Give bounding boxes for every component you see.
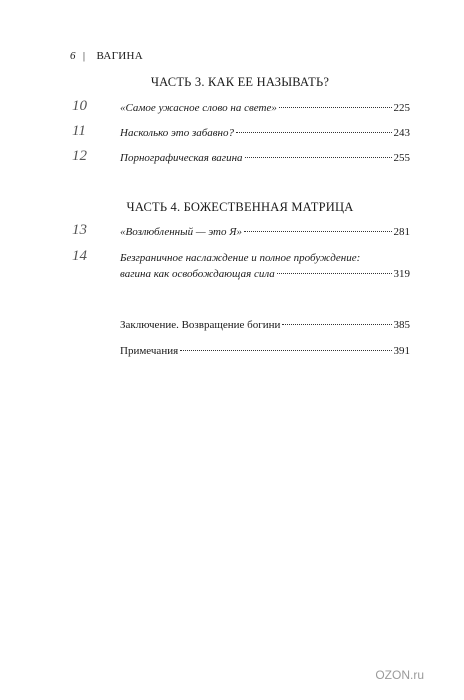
chapter-page: 243	[393, 127, 410, 139]
chapter-title-line-1: Безграничное наслаждение и полное пробуждение:	[120, 252, 361, 264]
section-page: 385	[393, 319, 410, 331]
chapter-title-line-2: вагина как освобождающая сила	[120, 268, 275, 280]
ozon-watermark: OZON.ru	[375, 668, 424, 682]
chapter-title: «Возлюбленный — это Я»	[120, 226, 242, 238]
chapter-title: Насколько это забавно?	[120, 127, 235, 139]
running-head-separator: |	[82, 50, 86, 62]
running-head-title: ВАГИНА	[96, 50, 144, 62]
leader-dots	[277, 273, 392, 274]
part-4-title: ЧАСТЬ 4. БОЖЕСТВЕННАЯ МАТРИЦА	[126, 200, 354, 214]
leader-dots	[180, 350, 391, 351]
chapter-page: 281	[393, 226, 410, 238]
chapter-page: 225	[393, 102, 410, 114]
chapter-number: 14	[72, 248, 87, 264]
chapter-number: 13	[72, 222, 87, 238]
leader-dots	[282, 324, 391, 325]
running-head	[70, 50, 143, 62]
chapter-page: 255	[393, 152, 410, 164]
leader-dots	[245, 157, 392, 158]
chapter-number: 10	[72, 98, 87, 114]
part-3-title: ЧАСТЬ 3. КАК ЕЕ НАЗЫВАТЬ?	[150, 75, 330, 89]
leader-dots	[244, 231, 392, 232]
section-title: Примечания	[120, 345, 179, 357]
leader-dots	[236, 132, 391, 133]
section-title: Заключение. Возвращение богини	[120, 319, 281, 331]
chapter-title: «Самое ужасное слово на свете»	[120, 102, 277, 114]
chapter-page: 319	[393, 268, 410, 280]
chapter-number: 12	[72, 148, 87, 164]
section-page: 391	[393, 345, 410, 357]
leader-dots	[279, 107, 392, 108]
chapter-title: Порнографическая вагина	[120, 152, 243, 164]
chapter-number: 11	[72, 123, 86, 139]
page-number: 6	[70, 50, 76, 62]
